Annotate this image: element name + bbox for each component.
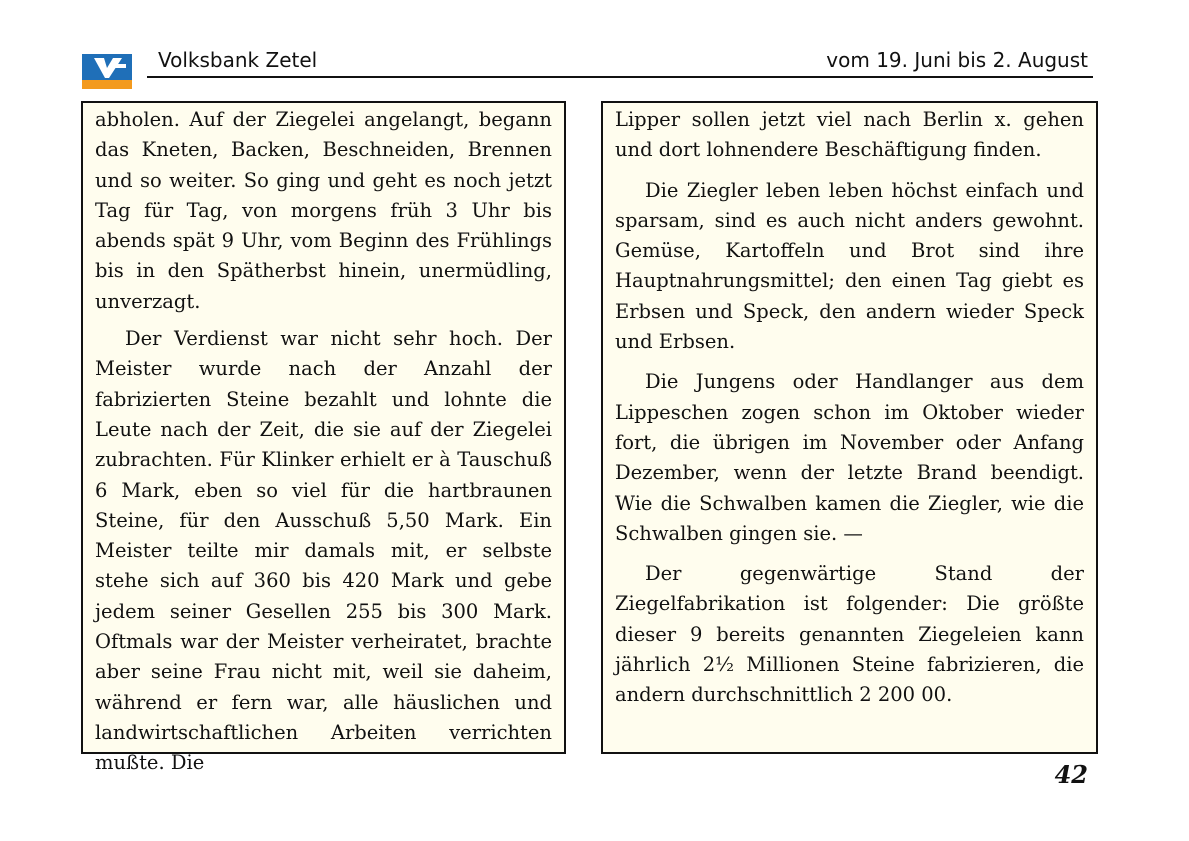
right-paragraph-1: Lipper sollen jetzt viel nach Berlin x. gehen und dort lohnendere Beschäftigung finden.	[615, 108, 1084, 162]
right-text-column	[601, 101, 1098, 754]
logo-v-mark	[82, 54, 132, 89]
volksbank-logo-icon	[82, 54, 132, 89]
left-text-column	[81, 101, 566, 775]
left-paragraph-2: Der Verdienst war nicht sehr hoch. Der Meister wurde nach der Anzahl der fabrizierten Steine bezahlt und lohnte die Leute nach der Zeit, die sie auf der Ziegelei zubrachten. Für Klinker erhielt er à Tauschuß 6 Mark, eben so viel für die hartbraunen Steine, für den Ausschuß 5,50 Mark. Ein Meister teilte mir damals mit, er selbste stehe sich auf 360 bis 420 Mark und gebe jedem seiner Gesellen 255 bis 300 Mark. Oftmals war der Meister verheiratet, brachte aber seine Frau nicht mit, weil sie daheim, während er fern war, alle häuslichen und landwirtschaftlichen Arbeiten verrichten mußte. Die	[95, 327, 552, 775]
left-paragraph-1: abholen. Auf der Ziegelei angelangt, begann das Kneten, Backen, Beschneiden, Brennen und so weiter. So ging und geht es noch jetzt Tag für Tag, von morgens früh 3 Uhr bis abends spät 9 Uhr, vom Beginn des Frühlings bis in den Spätherbst hinein, unermüdling, unverzagt.	[95, 108, 552, 313]
right-paragraph-4: Der gegenwärtige Stand der Ziegelfabrikation ist folgender: Die größte dieser 9 bereits genannten Ziegeleien kann jährlich 2½ Millionen Steine fabrizieren, die andern durchschnittlich 2 200 00.	[615, 562, 1084, 707]
date-range: vom 19. Juni bis 2. August	[826, 48, 1088, 72]
right-paragraph-2: Die Ziegler leben leben höchst einfach und sparsam, sind es auch nicht anders gewohnt. Gemüse, Kartoffeln und Brot sind ihre Hauptnahrungsmittel; den einen Tag giebt es Erbsen und Speck, den andern wieder Speck und Erbsen.	[615, 178, 1084, 354]
header-divider	[147, 76, 1093, 78]
page-number: 42	[1054, 760, 1088, 789]
bank-name: Volksbank Zetel	[158, 48, 318, 72]
right-paragraph-3: Die Jungens oder Handlanger aus dem Lippeschen zogen schon im Oktober wieder fort, die übrigen im November oder Anfang Dezember, wenn der letzte Brand beendigt. Wie die Schwalben kamen die Ziegler, wie die Schwalben gingen sie. —	[615, 370, 1084, 545]
